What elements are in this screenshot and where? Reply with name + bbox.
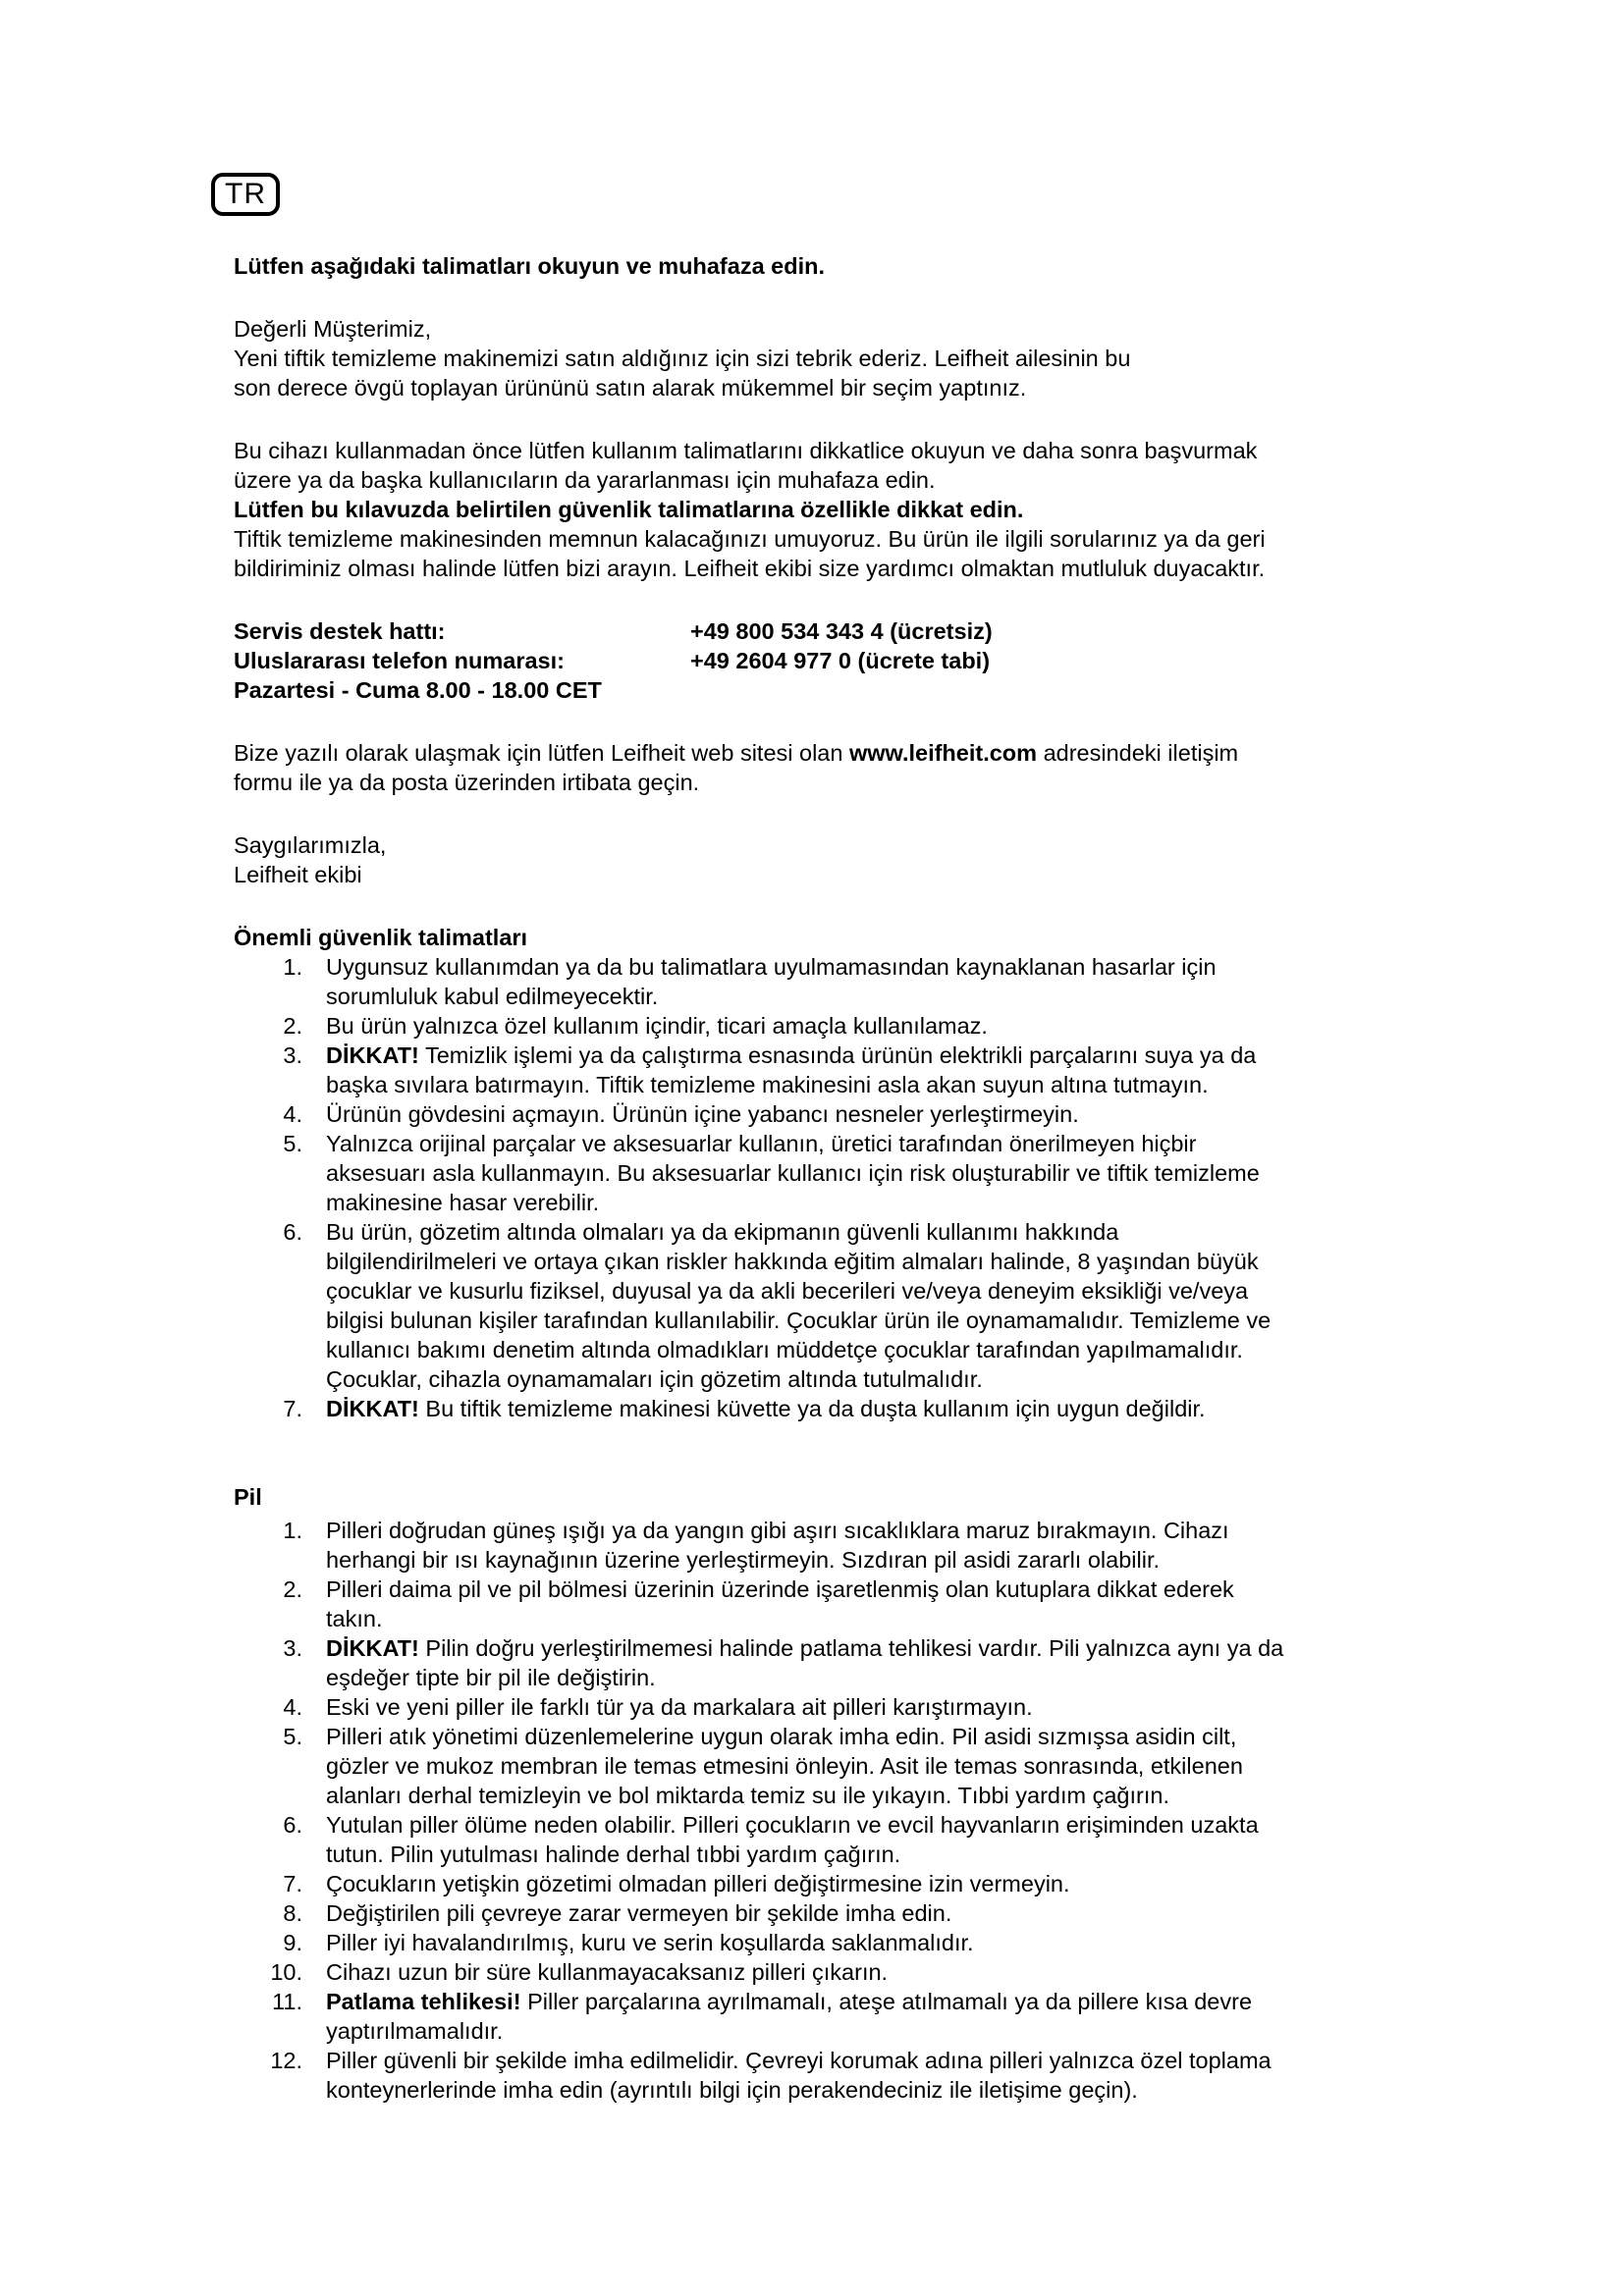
safety-item	[234, 952, 1412, 1011]
safety-item-number: 1.	[283, 954, 302, 980]
safety-item-line	[326, 1394, 1412, 1423]
battery-item	[234, 1987, 1412, 2046]
battery-item-text: yaptırılmamalıdır.	[326, 2018, 504, 2044]
safety-item	[234, 1099, 1412, 1129]
battery-item	[234, 1957, 1412, 1987]
signature: Leifheit ekibi	[234, 862, 362, 887]
safety-item-text: Uygunsuz kullanımdan ya da bu talimatlara uyulmamasından kaynaklanan hasarlar için	[326, 954, 1217, 980]
safety-item-text: kullanıcı bakımı denetim altında olmadıkları müddetçe çocuklar tarafından yapılmamalıdır.	[326, 1337, 1243, 1362]
safety-item-line	[326, 1188, 1412, 1217]
safety-item	[234, 1129, 1412, 1217]
document-content	[234, 251, 1412, 2105]
service-label: Servis destek hattı:	[234, 618, 446, 644]
battery-item-line	[326, 1604, 1412, 1633]
language-badge	[211, 173, 280, 216]
battery-item-text: Pilleri daima pil ve pil bölmesi üzerinin üzerinde işaretlenmiş olan kutuplara dikkat ederek	[326, 1576, 1234, 1602]
safety-item-text: Yalnızca orijinal parçalar ve aksesuarlar kullanın, üretici tarafından önerilmeyen hiçbir	[326, 1131, 1197, 1156]
safety-item-line	[326, 1070, 1412, 1099]
battery-item-line	[326, 2075, 1412, 2105]
battery-item-text: Pilleri doğrudan güneş ışığı ya da yangın gibi aşırı sıcaklıklara maruz bırakmayın. Cihazı	[326, 1518, 1229, 1543]
battery-item	[234, 1516, 1412, 1575]
battery-item-text: konteynerlerinde imha edin (ayrıntılı bilgi için perakendeciniz ile iletişime geçin).	[326, 2077, 1138, 2103]
safety-item-line	[326, 1335, 1412, 1364]
safety-item-line	[326, 982, 1412, 1011]
safety-item-number: 3.	[283, 1042, 302, 1068]
battery-item	[234, 1633, 1412, 1692]
battery-item-text: Eski ve yeni piller ile farklı tür ya da markalara ait pilleri karıştırmayın.	[326, 1694, 1033, 1720]
battery-item-text: takın.	[326, 1606, 383, 1631]
battery-item-text: Piller parçalarına ayrılmamalı, ateşe atılmamalı ya da pillere kısa devre	[520, 1989, 1253, 2014]
battery-section-title: Pil	[234, 1484, 262, 1510]
safety-item-text: bilgisi bulunan kişiler tarafından kullanılabilir. Çocuklar ürün ile oynamamalıdır. Temizleme ve	[326, 1308, 1272, 1333]
battery-item-line	[326, 2046, 1412, 2075]
battery-item	[234, 2046, 1412, 2105]
battery-item	[234, 1692, 1412, 1722]
para2-line-2: üzere ya da başka kullanıcıların da yararlanması için muhafaza edin.	[234, 467, 936, 493]
safety-item-text: başka sıvılara batırmayın. Tiftik temizleme makinesini asla akan suyun altına tutmayın.	[326, 1072, 1209, 1097]
battery-item-text: tutun. Pilin yutulması halinde derhal tıbbi yardım çağırın.	[326, 1842, 901, 1867]
safety-item-number: 7.	[283, 1396, 302, 1421]
safety-item-text: bilgilendirilmeleri ve ortaya çıkan riskler hakkında eğitim almaları halinde, 8 yaşından büyük	[326, 1249, 1259, 1274]
safety-item-warning: DİKKAT!	[326, 1396, 419, 1421]
safety-item-warning: DİKKAT!	[326, 1042, 419, 1068]
battery-item-number: 4.	[283, 1694, 302, 1720]
battery-item-line	[326, 1663, 1412, 1692]
battery-item-number: 12.	[270, 2048, 302, 2073]
battery-item-line	[326, 1957, 1412, 1987]
safety-item-line	[326, 1364, 1412, 1394]
battery-item-line	[326, 1928, 1412, 1957]
battery-item-line	[326, 1575, 1412, 1604]
battery-item-number: 7.	[283, 1871, 302, 1896]
battery-item-text: herhangi bir ısı kaynağının üzerine yerleştirmeyin. Sızdıran pil asidi zararlı olabilir.	[326, 1547, 1161, 1573]
safety-item-number: 4.	[283, 1101, 302, 1127]
battery-item	[234, 1869, 1412, 1898]
battery-item-line	[326, 1840, 1412, 1869]
safety-item-line	[326, 1276, 1412, 1306]
language-code: TR	[225, 178, 266, 210]
safety-item-text: Ürünün gövdesini açmayın. Ürünün içine yabancı nesneler yerleştirmeyin.	[326, 1101, 1079, 1127]
safety-item-line	[326, 1011, 1412, 1041]
battery-item-text: eşdeğer tipte bir pil ile değiştirin.	[326, 1665, 656, 1690]
battery-item-text: Pilin doğru yerleştirilmemesi halinde patlama tehlikesi vardır. Pili yalnızca aynı ya da	[418, 1635, 1284, 1661]
written-before: Bize yazılı olarak ulaşmak için lütfen Leifheit web sitesi olan	[234, 740, 849, 766]
battery-item-warning: Patlama tehlikesi!	[326, 1989, 521, 2014]
battery-item-text: alanları derhal temizleyin ve bol miktarda temiz su ile yıkayın. Tıbbi yardım çağırın.	[326, 1783, 1169, 1808]
intro-line-1: Yeni tiftik temizleme makinemizi satın aldığınız için sizi tebrik ederiz. Leifheit ailesinin bu	[234, 346, 1131, 371]
safety-item-text: Bu ürün, gözetim altında olmaları ya da ekipmanın güvenli kullanımı hakkında	[326, 1219, 1119, 1245]
battery-item-text: Değiştirilen pili çevreye zarar vermeyen bir şekilde imha edin.	[326, 1900, 952, 1926]
battery-item-line	[326, 1722, 1412, 1751]
battery-item-number: 5.	[283, 1724, 302, 1749]
written-contact-line-2: formu ile ya da posta üzerinden irtibata geçin.	[234, 770, 700, 795]
service-phone: +49 800 534 343 4 (ücretsiz)	[690, 618, 993, 644]
safety-item-line	[326, 1129, 1412, 1158]
safety-item-number: 6.	[283, 1219, 302, 1245]
safety-list	[234, 952, 1412, 1423]
safety-item-line	[326, 1247, 1412, 1276]
safety-item	[234, 1011, 1412, 1041]
safety-item-line	[326, 1041, 1412, 1070]
battery-item-text: Yutulan piller ölüme neden olabilir. Pilleri çocukların ve evcil hayvanların erişiminden uzakta	[326, 1812, 1259, 1838]
safety-item-number: 5.	[283, 1131, 302, 1156]
battery-item-text: Pilleri atık yönetimi düzenlemelerine uygun olarak imha edin. Pil asidi sızmışsa asidin cilt,	[326, 1724, 1237, 1749]
battery-item-warning: DİKKAT!	[326, 1635, 419, 1661]
battery-item-line	[326, 1869, 1412, 1898]
written-contact-line-1	[234, 738, 1412, 768]
safety-item-text: Temizlik işlemi ya da çalıştırma esnasında ürünün elektrikli parçalarını suya ya da	[418, 1042, 1257, 1068]
safety-item	[234, 1394, 1412, 1423]
battery-item-line	[326, 1516, 1412, 1545]
battery-item	[234, 1722, 1412, 1810]
website-link[interactable]: www.leifheit.com	[848, 740, 1038, 766]
battery-item	[234, 1810, 1412, 1869]
battery-item-text: Piller güvenli bir şekilde imha edilmelidir. Çevreyi korumak adına pilleri yalnızca özel toplama	[326, 2048, 1272, 2073]
battery-item-text: Piller iyi havalandırılmış, kuru ve serin koşullarda saklanmalıdır.	[326, 1930, 974, 1955]
battery-item-line	[326, 1751, 1412, 1781]
battery-item-number: 10.	[270, 1959, 302, 1985]
safety-item-text: makinesine hasar verebilir.	[326, 1190, 600, 1215]
safety-item-text: aksesuarı asla kullanmayın. Bu aksesuarlar kullanıcı için risk oluşturabilir ve tiftik temizleme	[326, 1160, 1260, 1186]
battery-item-line	[326, 1987, 1412, 2016]
battery-item-number: 9.	[283, 1930, 302, 1955]
service-hours: Pazartesi - Cuma 8.00 - 18.00 CET	[234, 677, 602, 703]
battery-item-number: 3.	[283, 1635, 302, 1661]
intro-line-2: son derece övgü toplayan ürününü satın alarak mükemmel bir seçim yaptınız.	[234, 375, 1027, 400]
para2-tail-line-2: bildiriminiz olması halinde lütfen bizi arayın. Leifheit ekibi size yardımcı olmaktan mutluluk duyacaktır.	[234, 556, 1266, 581]
battery-item	[234, 1928, 1412, 1957]
para2-line-1: Bu cihazı kullanmadan önce lütfen kullanım talimatlarını dikkatlice okuyun ve daha sonra başvurmak	[234, 438, 1258, 463]
battery-item-line	[326, 2016, 1412, 2046]
safety-item-text: Bu ürün yalnızca özel kullanım içindir, ticari amaçla kullanılamaz.	[326, 1013, 988, 1039]
safety-item-line	[326, 1306, 1412, 1335]
safety-item-text: Çocuklar, cihazla oynamamaları için gözetim altında tutulmalıdır.	[326, 1366, 983, 1392]
battery-item-line	[326, 1633, 1412, 1663]
safety-item	[234, 1217, 1412, 1394]
greeting: Değerli Müşterimiz,	[234, 316, 432, 342]
safety-item-line	[326, 1099, 1412, 1129]
battery-item-number: 11.	[272, 1989, 302, 2014]
closing: Saygılarımızla,	[234, 832, 387, 858]
battery-list	[234, 1516, 1412, 2105]
battery-item-text: gözler ve mukoz membran ile temas etmesini önleyin. Asit ile temas sonrasında, etkilenen	[326, 1753, 1243, 1779]
battery-item-number: 2.	[283, 1576, 302, 1602]
para2-tail-line-1: Tiftik temizleme makinesinden memnun kalacağınızı umuyoruz. Bu ürün ile ilgili sorularınız ya da geri	[234, 526, 1266, 552]
written-after: adresindeki iletişim	[1037, 740, 1239, 766]
battery-item-line	[326, 1692, 1412, 1722]
intl-phone: +49 2604 977 0 (ücrete tabi)	[690, 648, 991, 673]
safety-item-number: 2.	[283, 1013, 302, 1039]
battery-item-text: Cihazı uzun bir süre kullanmayacaksanız pilleri çıkarın.	[326, 1959, 889, 1985]
battery-item-line	[326, 1898, 1412, 1928]
battery-item-number: 6.	[283, 1812, 302, 1838]
battery-item	[234, 1575, 1412, 1633]
safety-item-text: Bu tiftik temizleme makinesi küvette ya da duşta kullanım için uygun değildir.	[418, 1396, 1206, 1421]
contact-block	[234, 616, 1412, 705]
safety-notice: Lütfen bu kılavuzda belirtilen güvenlik talimatlarına özellikle dikkat edin.	[234, 497, 1024, 522]
battery-item-line	[326, 1781, 1412, 1810]
battery-item-line	[326, 1545, 1412, 1575]
safety-item	[234, 1041, 1412, 1099]
battery-item-number: 8.	[283, 1900, 302, 1926]
safety-section-title: Önemli güvenlik talimatları	[234, 925, 528, 950]
safety-item-line	[326, 1217, 1412, 1247]
battery-item	[234, 1898, 1412, 1928]
safety-item-text: çocuklar ve kusurlu fiziksel, duyusal ya da akli becerileri ve/veya deneyim eksikliği ve/veya	[326, 1278, 1249, 1304]
safety-item-text: sorumluluk kabul edilmeyecektir.	[326, 984, 659, 1009]
intl-label: Uluslararası telefon numarası:	[234, 648, 565, 673]
battery-item-text: Çocukların yetişkin gözetimi olmadan pilleri değiştirmesine izin vermeyin.	[326, 1871, 1070, 1896]
battery-item-line	[326, 1810, 1412, 1840]
document-heading: Lütfen aşağıdaki talimatları okuyun ve muhafaza edin.	[234, 253, 826, 279]
battery-item-number: 1.	[283, 1518, 302, 1543]
safety-item-line	[326, 952, 1412, 982]
safety-item-line	[326, 1158, 1412, 1188]
